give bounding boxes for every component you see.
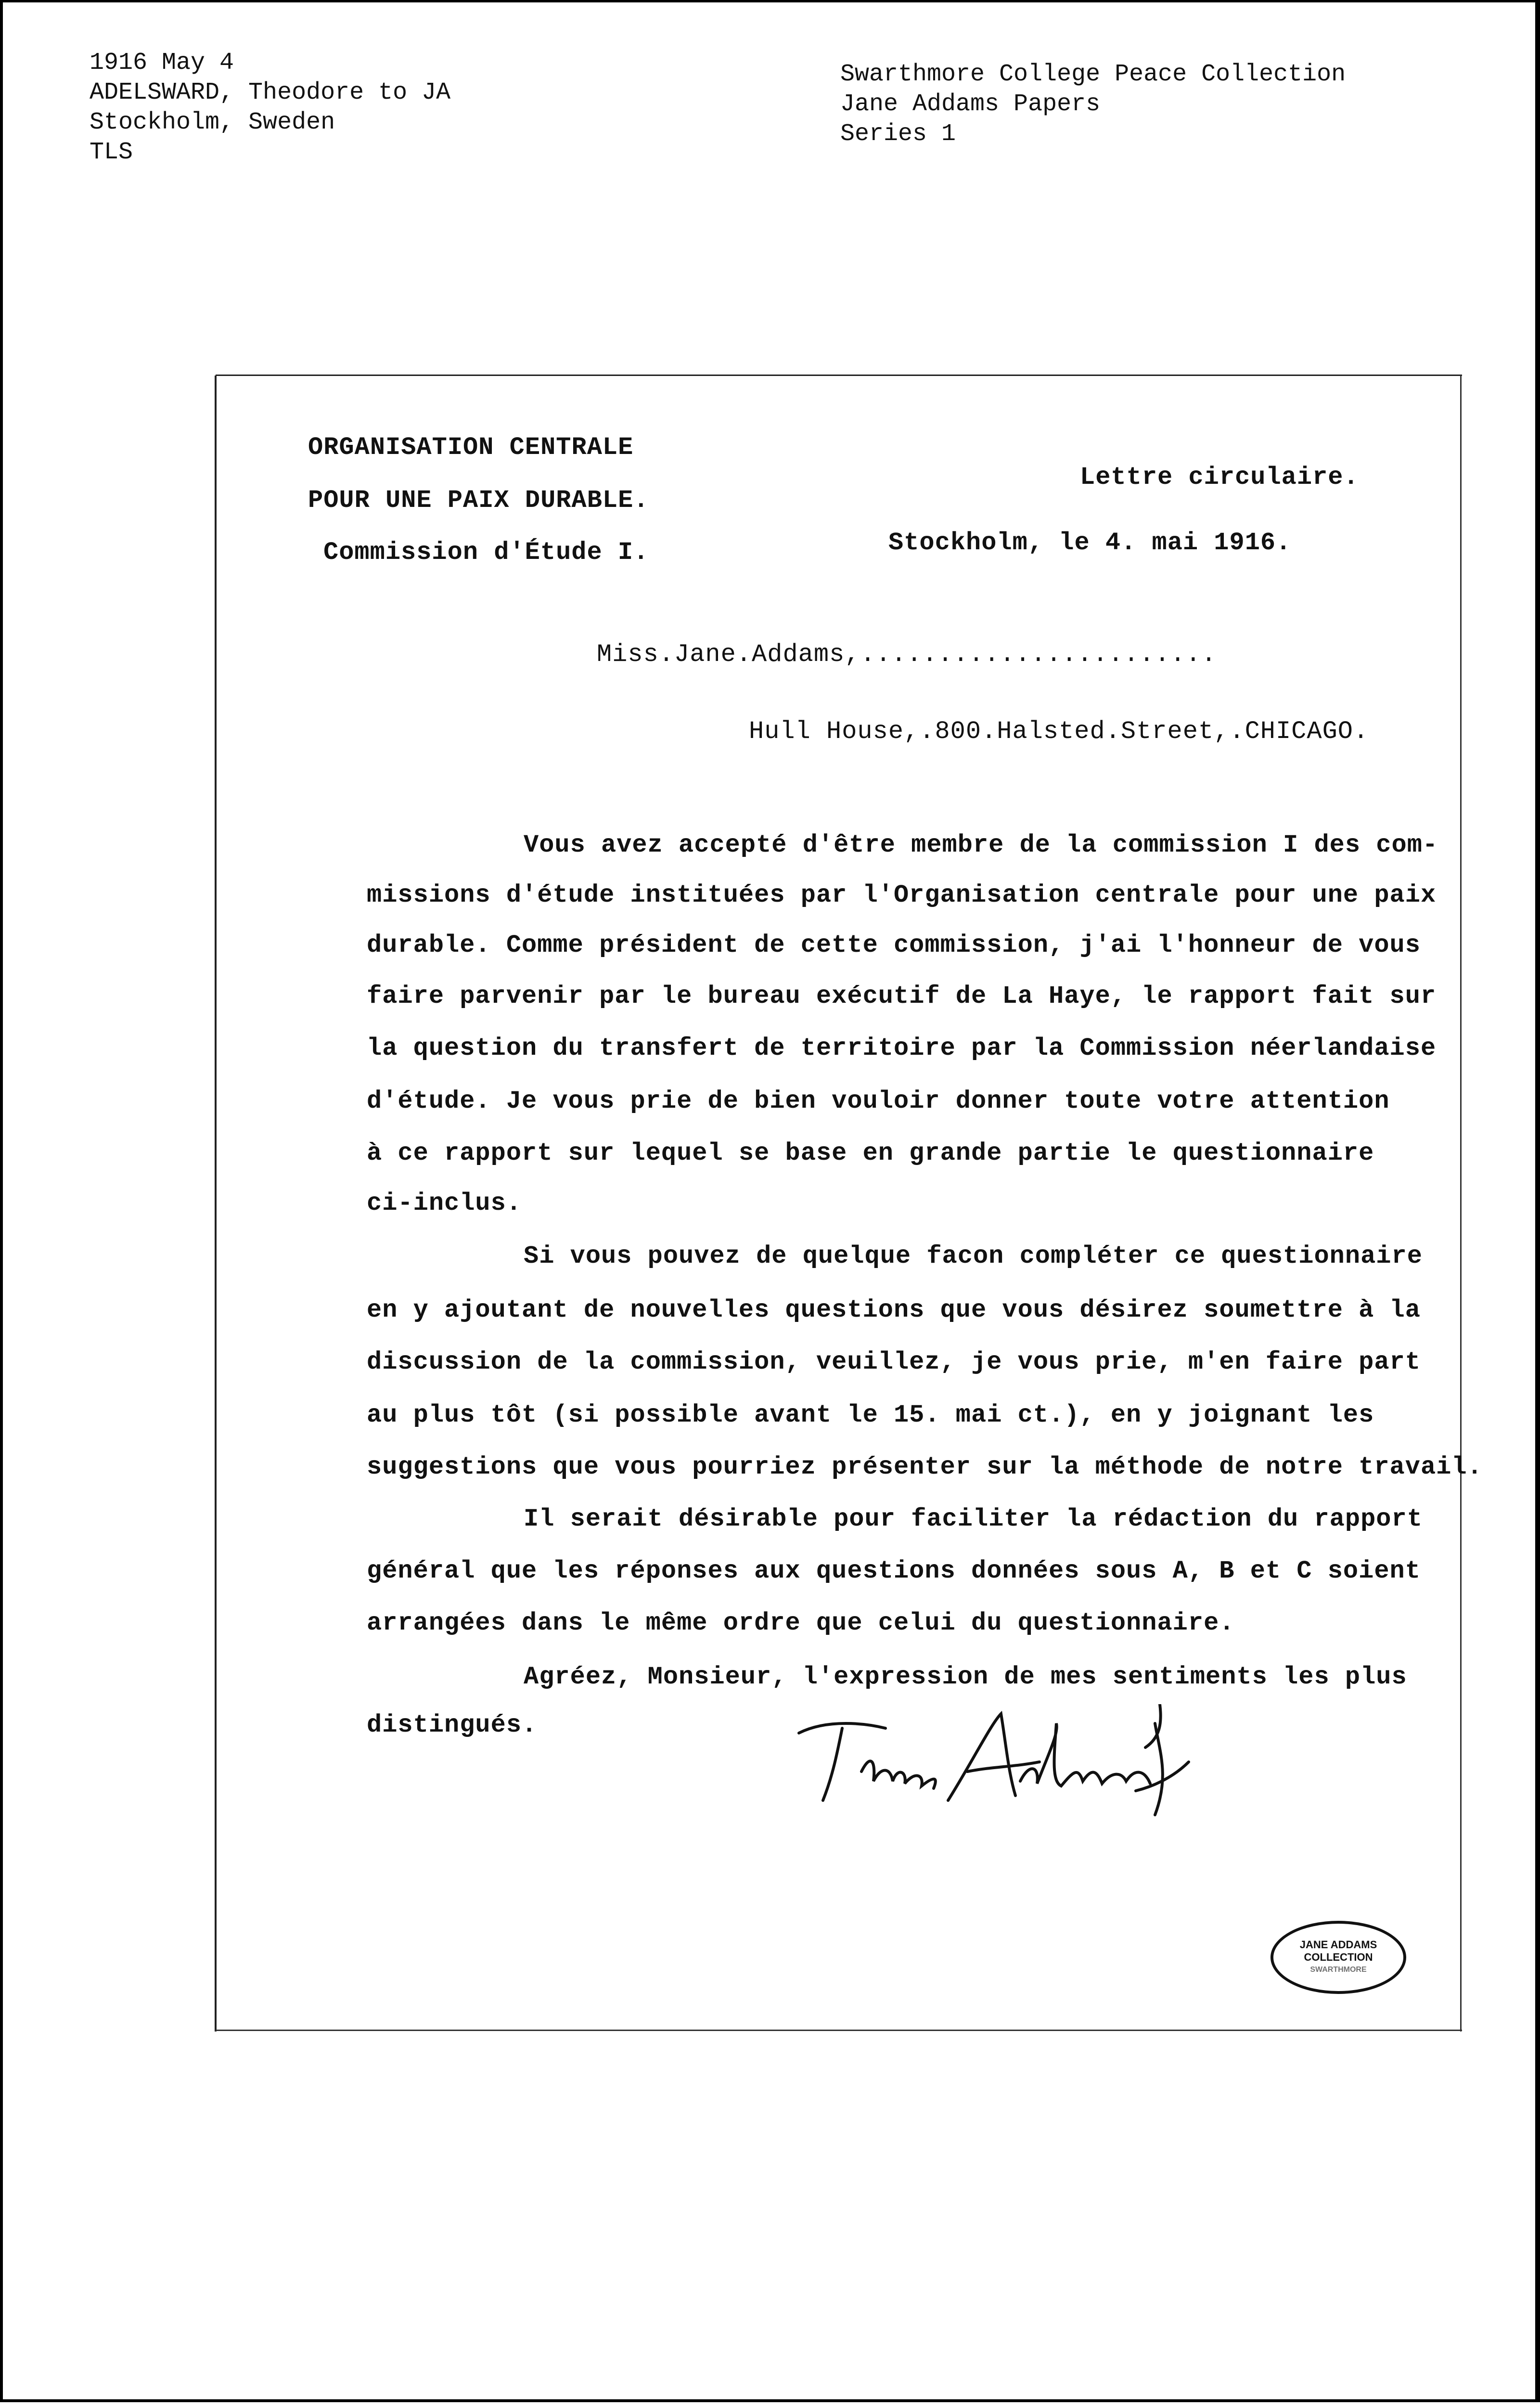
body-line: au plus tôt (si possible avant le 15. mai ct.), en y joignant les <box>367 1401 1374 1429</box>
stamp-line: COLLECTION <box>1304 1951 1373 1963</box>
body-line: missions d'étude instituées par l'Organisation centrale pour une paix <box>367 881 1437 909</box>
body-line: Si vous pouvez de quelque facon compléter ce questionnaire <box>524 1242 1423 1270</box>
archive-papers: Jane Addams Papers <box>840 91 1101 118</box>
scan-edge-bottom <box>0 2399 1540 2402</box>
body-line: faire parvenir par le bureau exécutif de La Haye, le rapport fait sur <box>367 982 1437 1010</box>
body-line: arrangées dans le même ordre que celui du questionnaire. <box>367 1609 1235 1637</box>
body-line: Vous avez accepté d'être membre de la commission I des com- <box>524 831 1438 859</box>
body-line: à ce rapport sur lequel se base en grande partie le questionnaire <box>367 1139 1374 1167</box>
archive-doc-type: TLS <box>90 139 133 166</box>
stamp-line: JANE ADDAMS <box>1299 1939 1377 1951</box>
archive-series: Series 1 <box>840 120 956 148</box>
recipient-name: Miss.Jane.Addams,....................... <box>597 640 1217 669</box>
recipient-address: Hull House,.800.Halsted.Street,.CHICAGO. <box>749 717 1369 746</box>
body-line: distingués. <box>367 1711 538 1739</box>
letterhead-org-line1: ORGANISATION CENTRALE <box>308 433 634 462</box>
body-line: Agréez, Monsieur, l'expression de mes sentiments les plus <box>524 1663 1407 1691</box>
archive-date: 1916 May 4 <box>90 49 234 77</box>
handwritten-signature <box>789 1704 1213 1820</box>
body-line: durable. Comme président de cette commission, j'ai l'honneur de vous <box>367 931 1421 959</box>
letterhead-org-line2: POUR UNE PAIX DURABLE. <box>308 486 649 515</box>
scan-edge-right <box>1535 0 1540 2402</box>
scan-edge-top <box>0 0 1540 2</box>
stamp-line: SWARTHMORE <box>1310 1966 1367 1974</box>
body-line: discussion de la commission, veuillez, je vous prie, m'en faire part <box>367 1348 1421 1376</box>
archive-header-right <box>840 60 1346 149</box>
collection-stamp <box>1270 1921 1406 1994</box>
scan-edge-left <box>0 0 3 2402</box>
archive-correspondents: ADELSWARD, Theodore to JA <box>90 79 451 106</box>
body-line: suggestions que vous pourriez présenter sur la méthode de notre travail. <box>367 1453 1483 1481</box>
archive-header-left <box>90 48 450 168</box>
letter-type: Lettre circulaire. <box>1080 463 1359 492</box>
body-line: d'étude. Je vous prie de bien vouloir donner toute votre attention <box>367 1087 1390 1115</box>
letter-border-left <box>215 375 217 2032</box>
letterhead-commission: Commission d'Étude I. <box>323 538 649 567</box>
archive-place: Stockholm, Sweden <box>90 109 335 136</box>
body-line: en y ajoutant de nouvelles questions que vous désirez soumettre à la <box>367 1296 1421 1324</box>
body-line: Il serait désirable pour faciliter la rédaction du rapport <box>524 1505 1423 1533</box>
body-line: ci-inclus. <box>367 1189 522 1217</box>
archive-collection: Swarthmore College Peace Collection <box>840 61 1346 88</box>
body-line: la question du transfert de territoire par la Commission néerlandaise <box>367 1034 1437 1062</box>
letter-border-right <box>1460 375 1462 2032</box>
letter-border-top <box>216 375 1462 376</box>
place-date: Stockholm, le 4. mai 1916. <box>888 529 1292 557</box>
body-line: général que les réponses aux questions données sous A, B et C soient <box>367 1557 1421 1585</box>
letter-border-bottom <box>216 2030 1462 2031</box>
